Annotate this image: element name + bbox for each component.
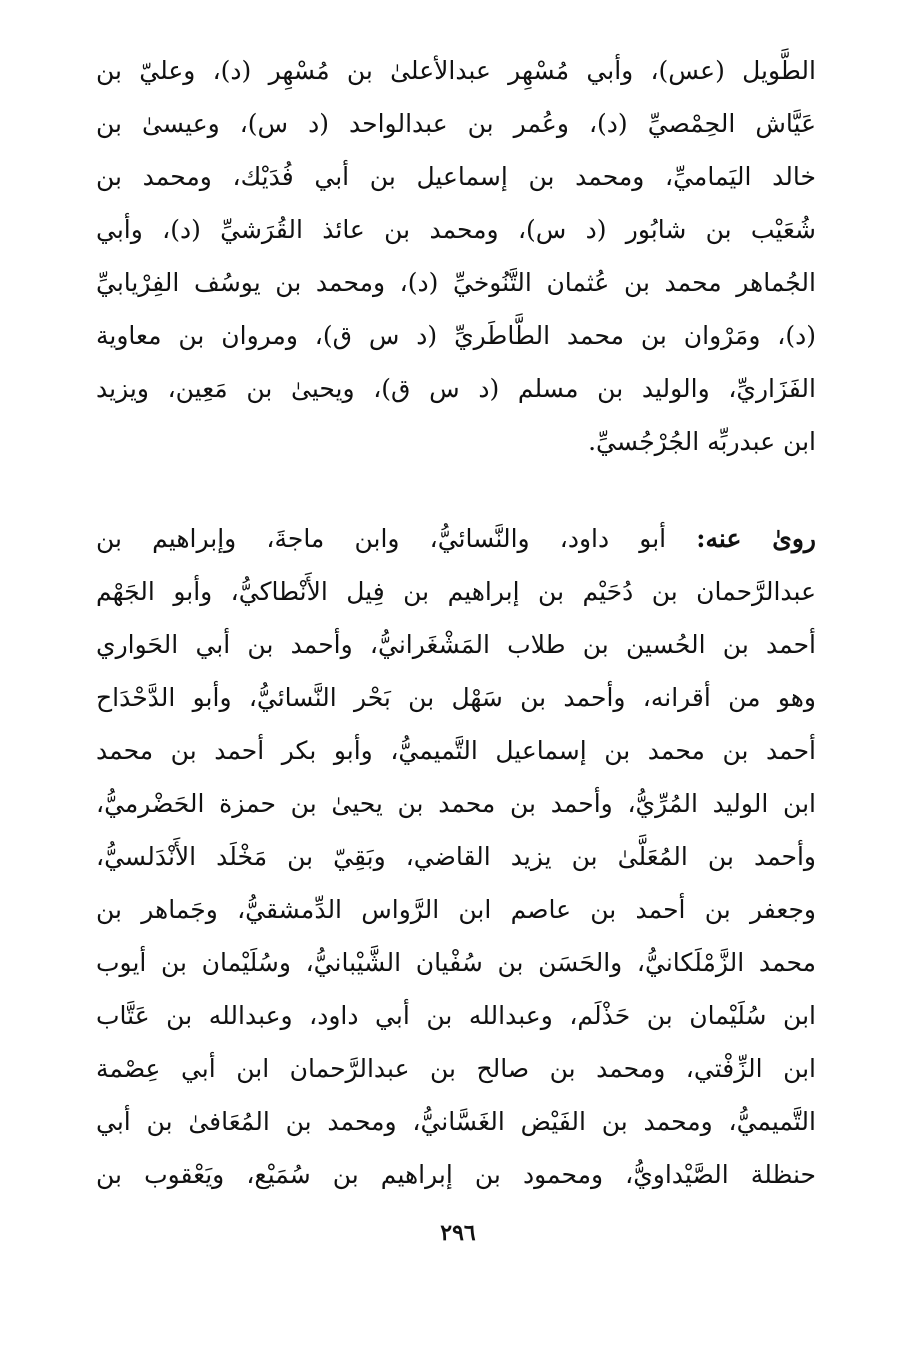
text-line: حنظلة الصَّيْداويُّ، ومحمود بن إبراهيم بن سُمَيْع، ويَعْقوب بن xyxy=(96,1160,816,1189)
section-label: روىٰ عنه: xyxy=(696,524,816,553)
text-line: وجعفر بن أحمد بن عاصم ابن الرَّواس الدِّمشقيُّ، وجَماهر بن xyxy=(96,895,816,924)
text-line: (د)، ومَرْوان بن محمد الطَّاطَريِّ (د س ق)، ومروان بن معاوية xyxy=(96,321,816,350)
text-line: أحمد بن محمد بن إسماعيل التَّميميُّ، وأبو بكر أحمد بن محمد xyxy=(96,736,816,765)
paragraph-students xyxy=(96,512,816,1201)
text-line: وأحمد بن المُعَلَّىٰ بن يزيد القاضي، وبَقِيّ بن مَخْلَد الأَنْدَلسيُّ، xyxy=(96,842,816,871)
text-line: محمد الزَّمْلَكانيُّ، والحَسَن بن سُفْيان الشَّيْبانيُّ، وسُلَيْمان بن أيوب xyxy=(96,948,816,977)
first-line-text: أبو داود، والنَّسائيُّ، وابن ماجةَ، وإبراهيم بن xyxy=(96,524,667,553)
text-line-first xyxy=(96,512,816,565)
text-line: الجُماهر محمد بن عُثمان التَّنُوخيِّ (د)، ومحمد بن يوسُف الفِرْيابيِّ xyxy=(96,268,816,297)
text-line: ابن سُلَيْمان بن حَذْلَم، وعبدالله بن أبي داود، وعبدالله بن عَتَّاب xyxy=(96,1001,816,1030)
text-line: ابن الزِّفْتي، ومحمد بن صالح بن عبدالرَّحمان ابن أبي عِصْمة xyxy=(96,1054,816,1083)
text-line: الطَّويل (عس)، وأبي مُسْهِر عبدالأعلىٰ بن مُسْهِر (د)، وعليّ بن xyxy=(96,56,816,85)
paragraph-teachers xyxy=(96,44,816,468)
text-line: التَّميميُّ، ومحمد بن الفَيْض الغَسَّانيُّ، ومحمد بن المُعَافىٰ بن أبي xyxy=(96,1107,816,1136)
text-line: الفَزَاريِّ، والوليد بن مسلم (د س ق)، ويحيىٰ بن مَعِين، ويزيد xyxy=(96,374,816,403)
text-line: عبدالرَّحمان بن دُحَيْم بن إبراهيم بن فِيل الأَنْطاكيُّ، وأبو الجَهْم xyxy=(96,577,816,606)
text-line: ابن الوليد المُرِّيُّ، وأحمد بن محمد بن يحيىٰ بن حمزة الحَضْرميُّ، xyxy=(96,789,816,818)
page-number: ٢٩٦ xyxy=(440,1220,476,1246)
text-line: أحمد بن الحُسين بن طلاب المَشْغَرانيُّ، وأحمد بن أبي الحَواري xyxy=(96,630,816,659)
text-line: وهو من أقرانه، وأحمد بن سَهْل بن بَحْر النَّسائيُّ، وأبو الدَّحْدَاح xyxy=(96,683,816,712)
text-line: ابن عبدربِّه الجُرْجُسيِّ. xyxy=(588,427,816,456)
text-line: عَيَّاش الحِمْصيِّ (د)، وعُمر بن عبدالواحد (د س)، وعيسىٰ بن xyxy=(96,109,816,138)
text-line: شُعَيْب بن شابُور (د س)، ومحمد بن عائذ القُرَشيِّ (د)، وأبي xyxy=(96,215,816,244)
text-line: خالد اليَماميِّ، ومحمد بن إسماعيل بن أبي فُدَيْك، ومحمد بن xyxy=(96,162,816,191)
